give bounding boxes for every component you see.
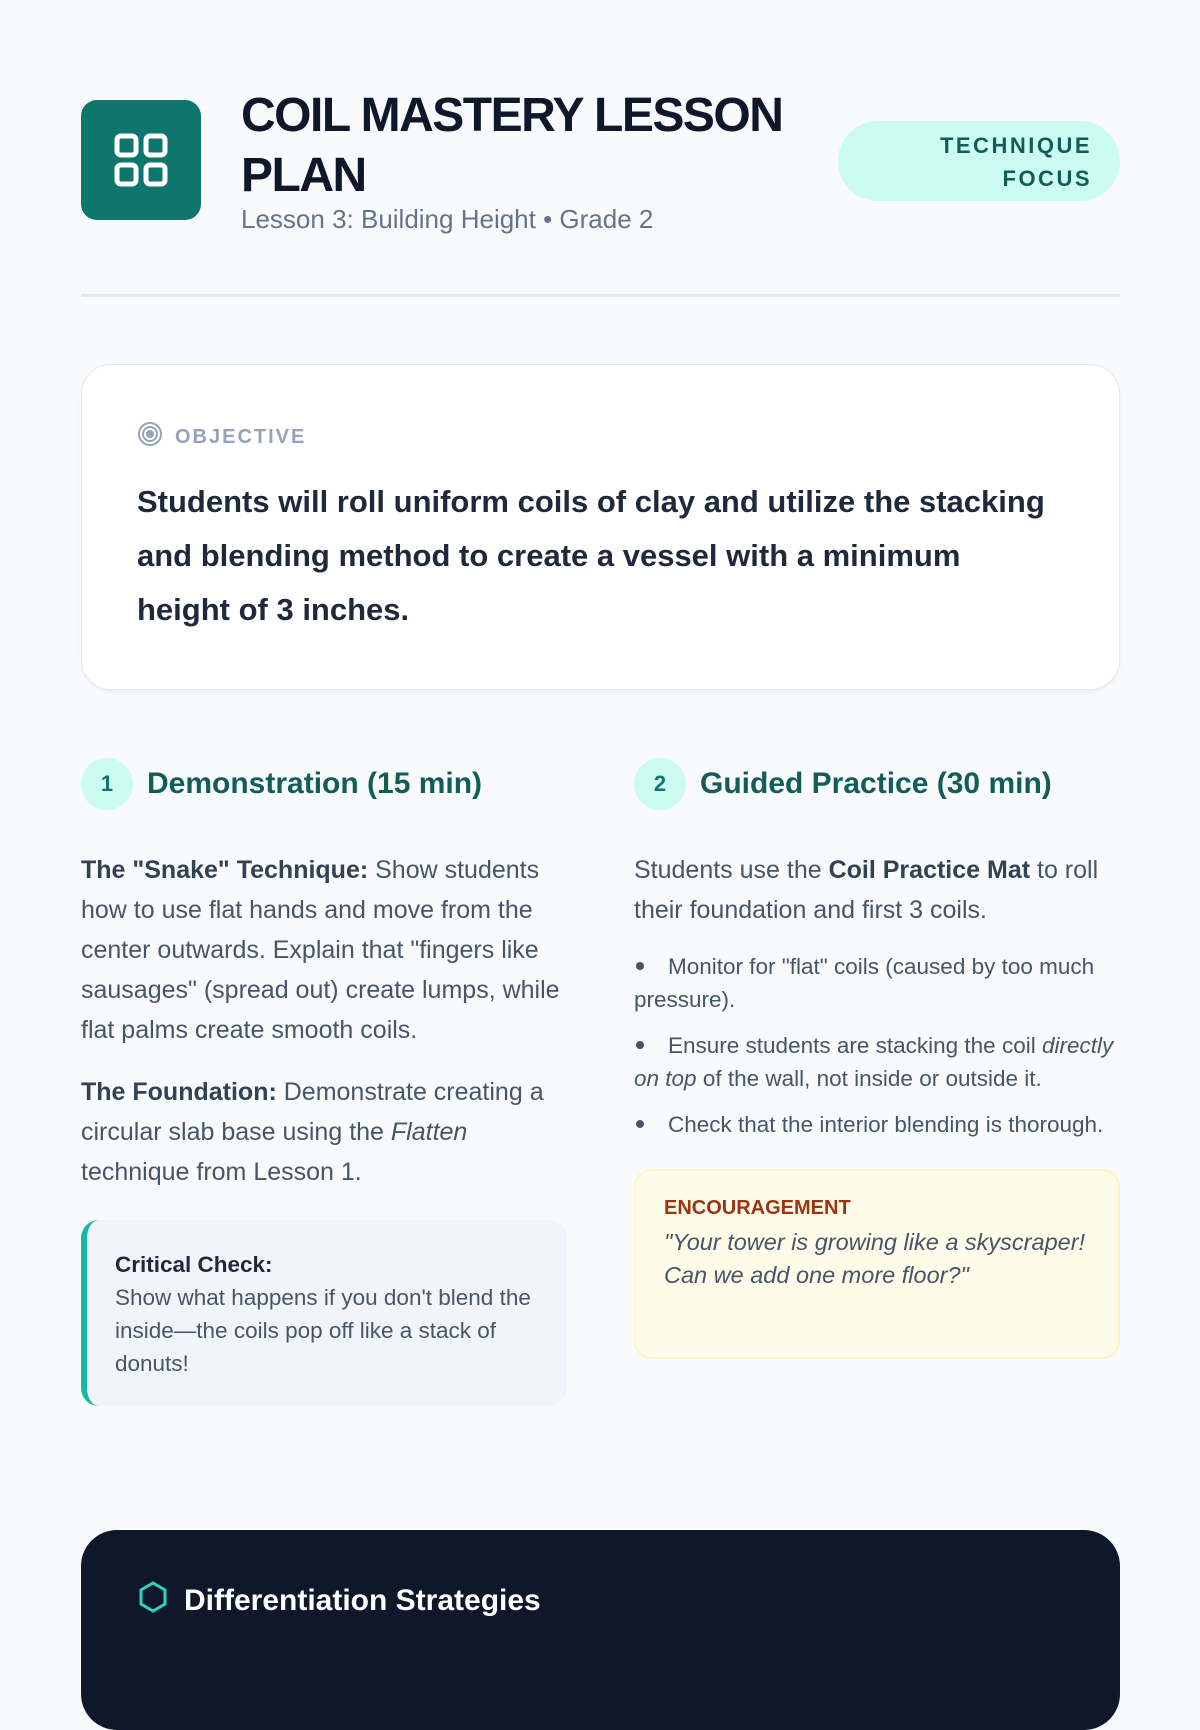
critical-check-callout: Critical Check: Show what happens if you don't blend the inside—the coils pop off like a stack of donuts! [81,1220,567,1406]
hexagon-icon [136,1580,170,1622]
list-item: Monitor for "flat" coils (caused by too much pressure). [634,954,1095,1012]
snake-technique-paragraph: The "Snake" Technique: Show students how to use flat hands and move from the center outwards. Explain that "fingers like sausages" (spread out) create lumps, while flat palms create smooth coils. [81,856,560,1044]
target-icon [137,421,163,453]
objective-label-text: OBJECTIVE [175,425,307,448]
foundation-paragraph: The Foundation: Demonstrate creating a circular slab base using the Flatten technique from Lesson 1. [81,1078,544,1186]
technique-badge: TECHNIQUE FOCUS [838,121,1120,201]
practice-intro: Students use the Coil Practice Mat to roll their foundation and first 3 coils. [634,856,1099,924]
grid-icon [81,100,201,220]
list-item: Check that the interior blending is thorough. [634,1108,1120,1141]
encouragement-quote: "Your tower is growing like a skyscraper! Can we add one more floor?" [664,1229,1086,1288]
differentiation-panel [81,1530,1120,1730]
section-title: Guided Practice (30 min) [700,767,1052,800]
practice-checklist [634,950,1120,1141]
demonstration-section [81,758,567,1406]
page-title: COIL MASTERY LESSON PLAN [241,89,783,202]
objective-card [81,364,1120,690]
differentiation-title: Differentiation Strategies [184,1584,541,1617]
header [81,89,1120,240]
divider [81,294,1120,297]
step-number: 2 [634,758,686,810]
objective-label [137,421,306,453]
guided-practice-section [634,758,1120,1359]
page-subtitle: Lesson 3: Building Height • Grade 2 [241,204,654,234]
encouragement-label: ENCOURAGEMENT [664,1197,851,1219]
step-number: 1 [81,758,133,810]
objective-text: Students will roll uniform coils of clay and utilize the stacking and blending method to create a vessel with a minimum height of 3 inches. [137,484,1045,627]
section-title: Demonstration (15 min) [147,767,483,800]
encouragement-callout [634,1169,1120,1359]
list-item: Ensure students are stacking the coil directly on top of the wall, not inside or outside it. [634,1033,1114,1091]
